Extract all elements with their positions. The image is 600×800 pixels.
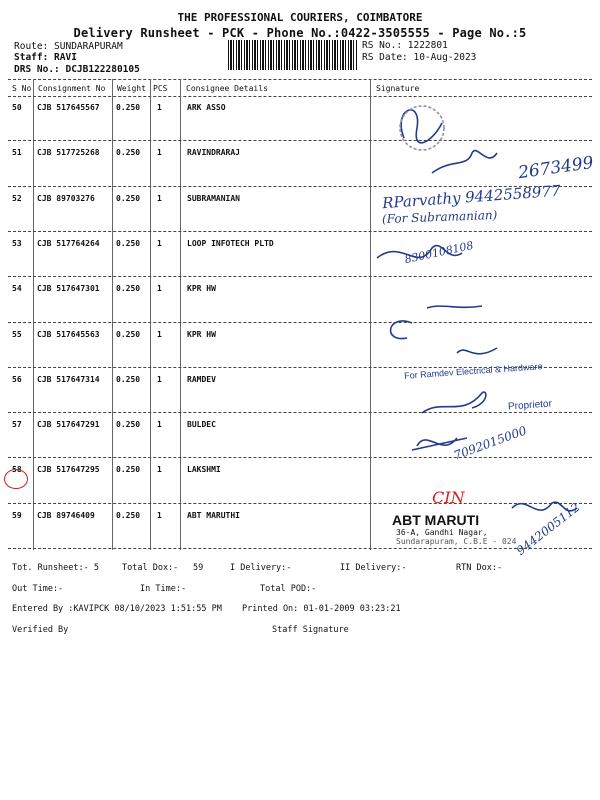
cell-pcs: 1: [157, 329, 162, 339]
signature-51: [432, 151, 497, 173]
cell-sno: 55: [12, 329, 22, 339]
cell-consignee: KPR HW: [187, 329, 216, 339]
handwritten-mark: CIN: [432, 488, 465, 507]
cell-pcs: 1: [157, 420, 162, 430]
cell-weight: 0.250: [116, 193, 141, 203]
cell-pcs: 1: [157, 284, 162, 294]
cell-weight: 0.250: [116, 103, 141, 112]
barcode: [228, 40, 358, 70]
ii-delivery: II Delivery:-: [340, 563, 407, 573]
cell-consignment: CJB 89746409: [37, 510, 95, 520]
printed-on: Printed On: 01-01-2009 03:23:21: [242, 604, 401, 614]
cell-sno: 54: [12, 284, 22, 294]
cell-consignee: RAVINDRARAJ: [187, 148, 240, 158]
staff-signature: Staff Signature: [272, 625, 349, 635]
cell-consignment: CJB 517764264: [37, 238, 100, 248]
cell-weight: 0.250: [116, 374, 141, 384]
table-top-rule: [8, 79, 592, 80]
cell-consignment: CJB 517647295: [37, 465, 100, 475]
handwritten-note: (For Subramanian): [381, 207, 498, 227]
handwritten-number: 7092015000: [451, 423, 529, 463]
col-header-consignee: Consignee Details: [186, 84, 268, 93]
cell-sno: 52: [12, 193, 22, 203]
total-dox-value: 59: [193, 563, 204, 573]
rtn-dox: RTN Dox:-: [456, 563, 503, 573]
cell-pcs: 1: [157, 374, 162, 384]
company-stamp: [392, 512, 542, 550]
cell-weight: 0.250: [116, 510, 141, 520]
total-dox-label: Total Dox:-: [122, 563, 179, 573]
cell-consignee: ABT MARUTHI: [187, 510, 240, 520]
handwritten-number: 2673499: [516, 152, 595, 184]
col-header-signature: Signature: [376, 84, 420, 93]
handwritten-number: 9442005112: [513, 499, 583, 559]
col-header-pcs: PCS: [153, 84, 168, 93]
cell-consignment: CJB 517645563: [37, 329, 100, 339]
in-time: In Time:-: [140, 584, 187, 594]
signature-56: [422, 392, 486, 413]
col-header-sno: S No: [12, 84, 32, 93]
cell-sno: 57: [12, 420, 22, 430]
signature-50: [401, 110, 442, 143]
cell-pcs: 1: [157, 103, 162, 112]
stamp-address: Sundarapuram, C.B.E - 024: [396, 537, 517, 546]
route: Route: SUNDARAPURAM: [14, 41, 123, 52]
stamp-name: ABT MARUTI: [392, 512, 480, 528]
cell-sno: 53: [12, 238, 22, 248]
rs-date: RS Date: 10-Aug-2023: [362, 52, 477, 63]
cell-consignee: RAMDEV: [187, 374, 216, 384]
cell-consignee: ARK ASSO: [187, 103, 226, 112]
cell-pcs: 1: [157, 148, 162, 158]
cell-sno: 51: [12, 148, 22, 158]
handwritten-contact: RParvathy 9442558977: [381, 181, 562, 213]
cell-consignment: CJB 517725268: [37, 148, 100, 158]
drs-number: DRS No.: DCJB122280105: [14, 64, 140, 75]
cell-sno: 56: [12, 374, 22, 384]
cell-pcs: 1: [157, 193, 162, 203]
cell-sno: 50: [12, 103, 22, 112]
cell-weight: 0.250: [116, 238, 141, 248]
staff: Staff: RAVI: [14, 52, 77, 63]
entered-by: Entered By :KAVIPCK 08/10/2023 1:51:55 PM: [12, 604, 222, 614]
stamp-text: For Ramdev Electrical & Hardware: [403, 361, 543, 381]
cell-weight: 0.250: [116, 420, 141, 430]
cell-pcs: 1: [157, 510, 162, 520]
i-delivery: I Delivery:-: [230, 563, 292, 573]
highlight-circle: [4, 469, 28, 489]
stamp-address: 36-A, Gandhi Nagar,: [396, 528, 488, 537]
header-bottom-rule: [8, 96, 592, 97]
cell-sno: 59: [12, 510, 22, 520]
out-time: Out Time:-: [12, 584, 64, 594]
cell-weight: 0.250: [116, 329, 141, 339]
cell-consignee: SUBRAMANIAN: [187, 193, 240, 203]
cell-pcs: 1: [157, 465, 162, 475]
cell-sno: 58: [12, 465, 22, 475]
cell-consignment: CJB 517647314: [37, 374, 100, 384]
company-name: THE PROFESSIONAL COURIERS, COIMBATORE: [177, 11, 423, 24]
rs-number: RS No.: 1222801: [362, 40, 448, 51]
cell-weight: 0.250: [116, 465, 141, 475]
cell-pcs: 1: [157, 238, 162, 248]
cell-consignee: BULDEC: [187, 420, 216, 430]
tot-runsheet: Tot. Runsheet:- 5: [12, 563, 99, 573]
total-pod: Total POD:-: [260, 584, 317, 594]
signature-54: [391, 306, 482, 339]
col-header-consignment: Consignment No: [38, 84, 106, 93]
stamp-text: Proprietor: [507, 398, 553, 413]
cell-consignment: CJB 89703276: [37, 193, 95, 203]
signature-55: [457, 348, 497, 354]
verified-by: Verified By: [12, 625, 69, 635]
cell-consignment: CJB 517647291: [37, 420, 100, 430]
cell-weight: 0.250: [116, 284, 141, 294]
cell-consignment: CJB 517645567: [37, 103, 100, 112]
cell-consignee: LOOP INFOTECH PLTD: [187, 238, 274, 248]
col-header-weight: Weight: [117, 84, 146, 93]
handwritten-number: 8300108108: [403, 238, 475, 267]
runsheet-title: Delivery Runsheet - PCK - Phone No.:0422-3505555 - Page No.:5: [73, 26, 527, 40]
cell-consignment: CJB 517647301: [37, 284, 100, 294]
cell-weight: 0.250: [116, 148, 141, 158]
cell-consignee: LAKSHMI: [187, 465, 221, 475]
cell-consignee: KPR HW: [187, 284, 216, 294]
